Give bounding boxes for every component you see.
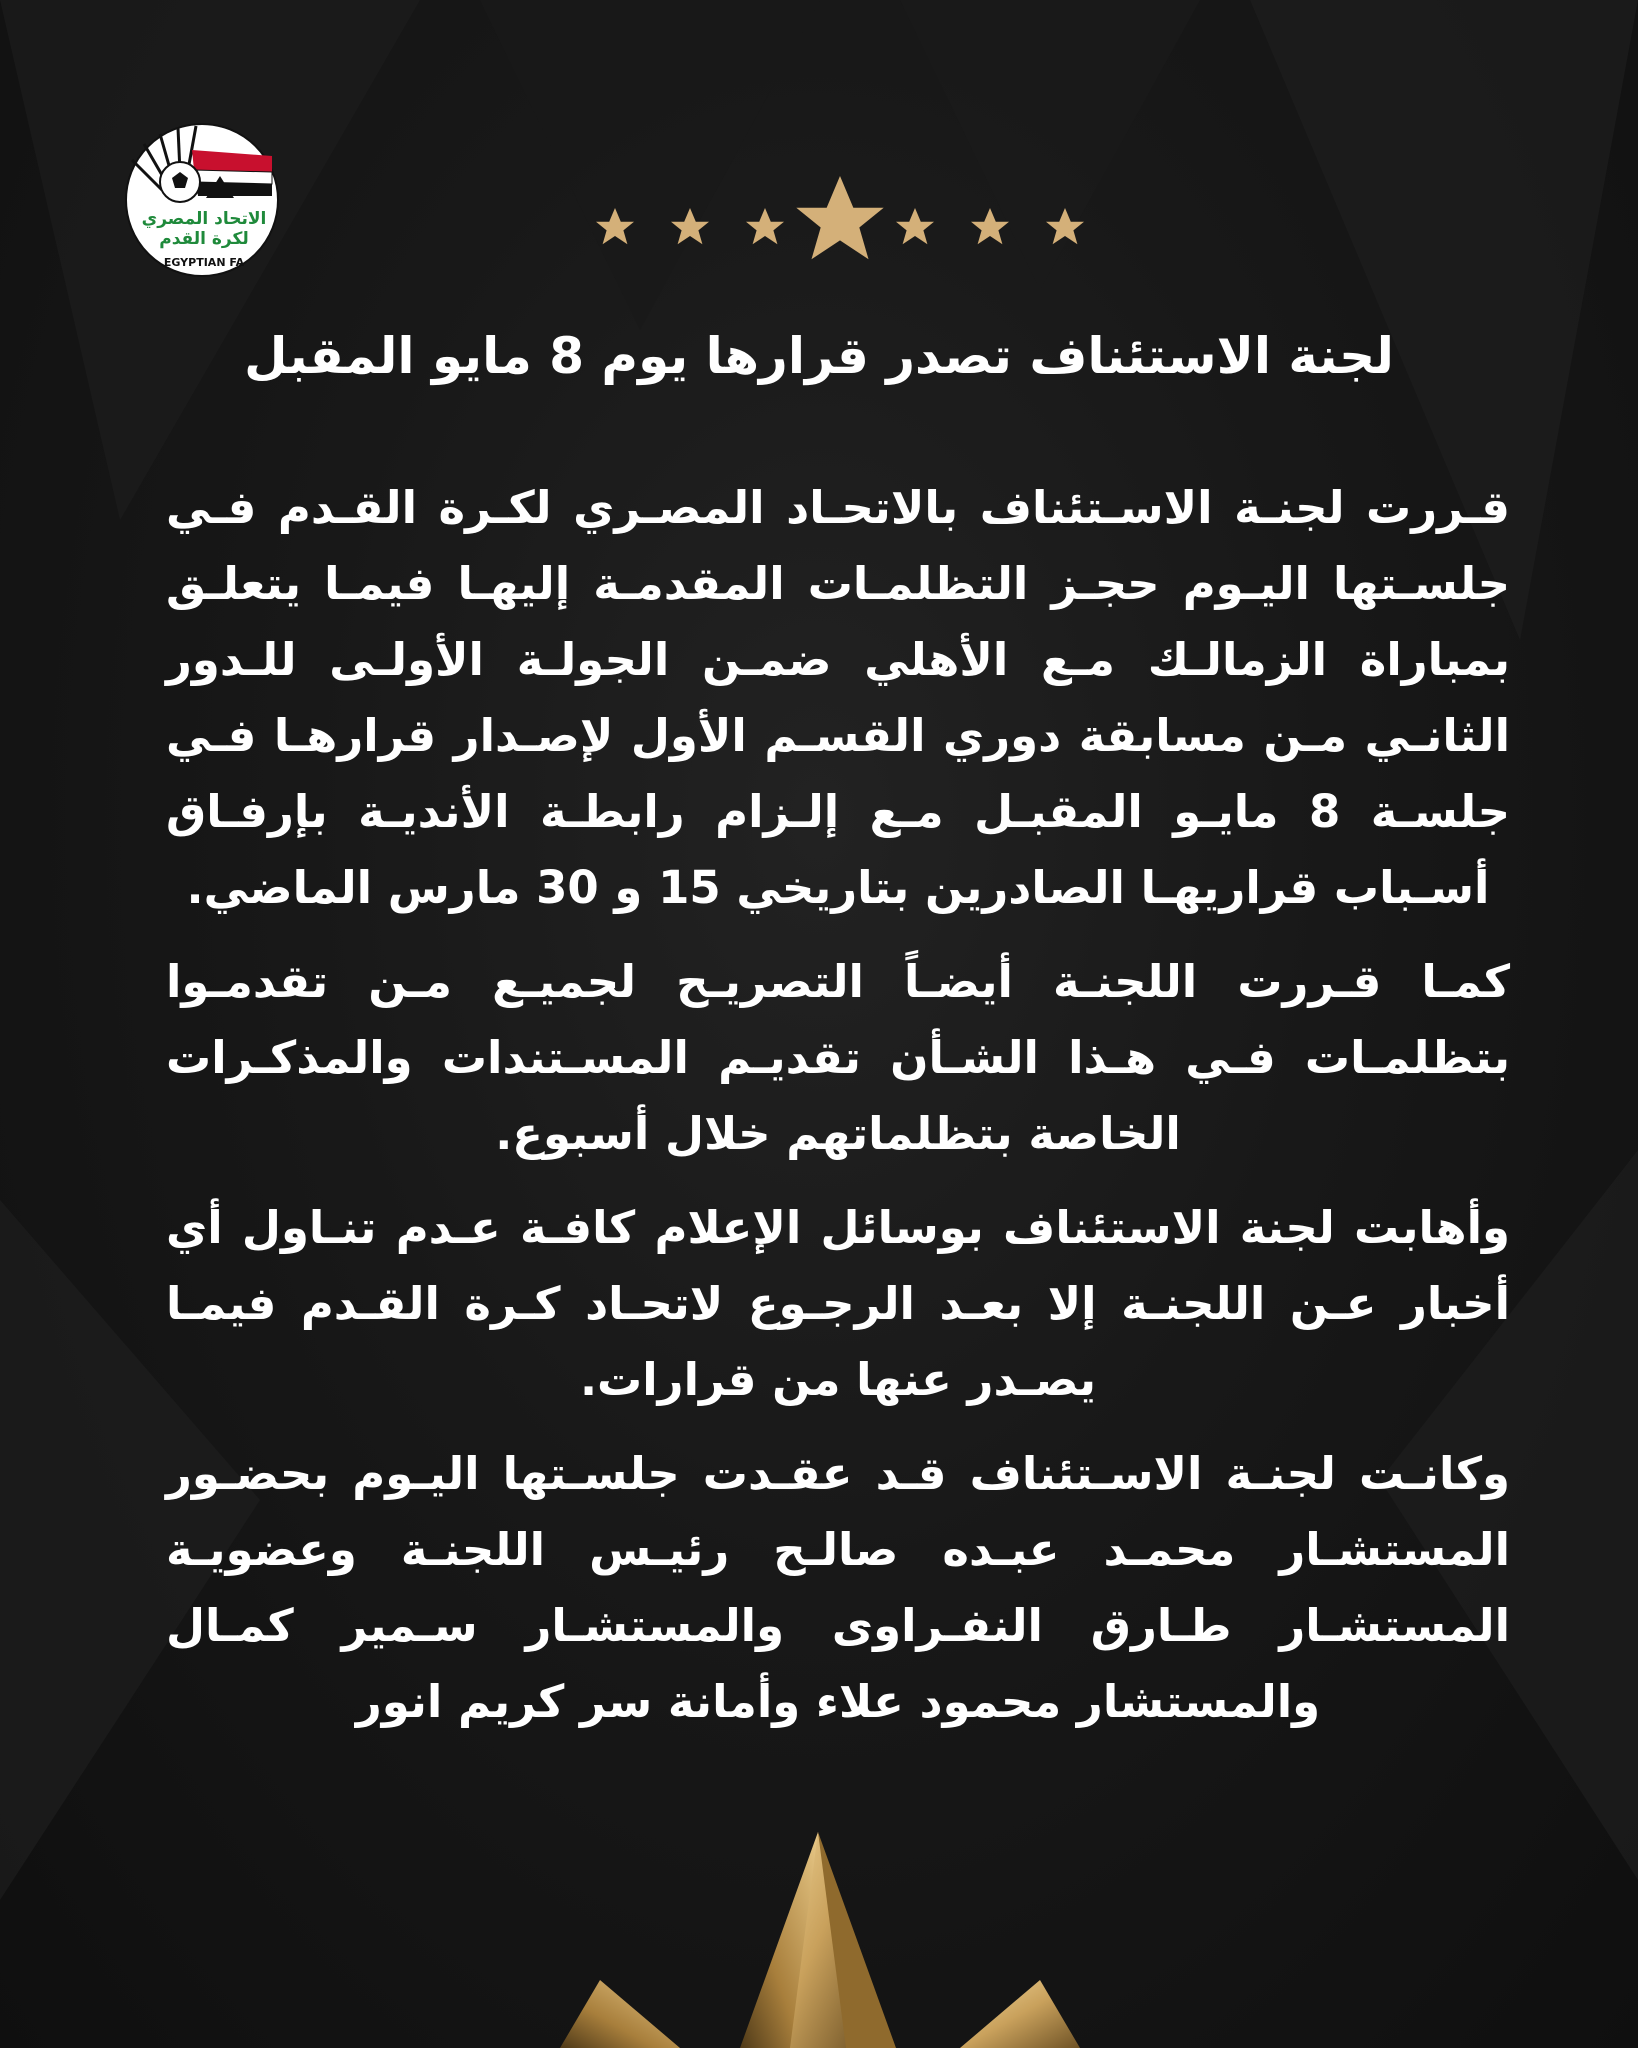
star-icon [971,208,1009,244]
paragraph-1: قـررت لجنـة الاسـتئناف بالاتحـاد المصـري لكـرة القـدم فـي جلسـتها اليـوم حجـز التظلمـات المقدمـة إليهـا فيمـا يتعلـق بمباراة الزمالـك مـع الأهلي ضمـن الجولـة الأولـى للـدور الثانـي مـن مسابقة دوري القسـم الأول لإصـدار قرارهـا فـي جلسـة 8 مايـو المقبـل مـع إلـزام رابطـة الأنديـة بإرفـاق أسـباب قراريهـا الصادرين بتاريخي 15 و 30 مارس الماضي. [166,481,1510,914]
star-icon [596,208,634,244]
egyptian-fa-logo [122,120,282,280]
star-icon [1046,208,1084,244]
announcement-body [166,470,1510,1758]
logo-arabic-line-2: لكرة القدم [159,229,249,249]
logo-latin-text: EGYPTIAN FA [163,256,245,269]
paragraph-4: وكانـت لجنـة الاسـتئناف قـد عقـدت جلسـتها اليـوم بحضـور المستشـار محمـد عبـده صالـح رئيـس اللجنـة وعضويـة المستشـار طـارق النفـراوى والمستشـار سـمير كمـال والمستشار محمود علاء وأمانة سر كريم انور [166,1447,1510,1728]
gold-crown-decoration [0,1800,1638,2048]
paragraph-2: كمـا قـررت اللجنـة أيضـاً التصريـح لجميـع مـن تقدمـوا بتظلمـات فـي هـذا الشـأن تقديـم المسـتندات والمذكـرات الخاصة بتظلماتهم خلال أسبوع. [166,955,1510,1160]
paragraph-3: وأهابت لجنة الاستئناف بوسائل الإعلام كافـة عـدم تنـاول أي أخبار عـن اللجنـة إلا بعـد الرجـوع لاتحـاد كـرة القـدم فيمـا يصـدر عنها من قرارات. [166,1201,1510,1406]
star-icon [671,208,709,244]
page-title: لجنة الاستئناف تصدر قرارها يوم 8 مايو المقبل [244,327,1394,385]
star-icon [746,208,784,244]
star-icon [896,208,934,244]
star-icon-large [796,176,883,259]
logo-arabic-line-1: الاتحاد المصري [141,209,267,229]
stars-row [590,170,1090,270]
